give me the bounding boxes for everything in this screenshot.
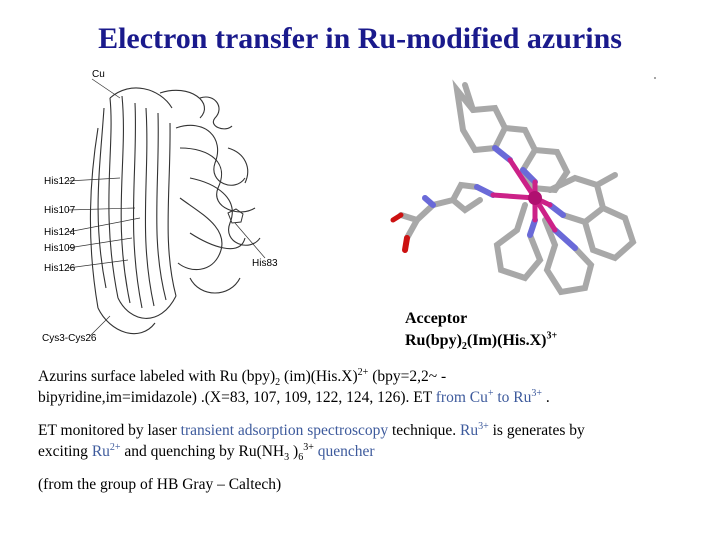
label-his83: His83 [252, 258, 278, 269]
label-his124: His124 [44, 227, 76, 238]
label-cu: Cu [92, 69, 105, 80]
ru-complex-model [385, 70, 675, 305]
label-cys3-cys26: Cys3-Cys26 [42, 333, 97, 344]
label-his126: His126 [44, 263, 76, 274]
label-his107: His107 [44, 205, 76, 216]
label-his109: His109 [44, 243, 76, 254]
azurin-ribbon-diagram [40, 68, 290, 353]
acceptor-heading: Acceptor [405, 310, 468, 327]
paragraph-labeling: Azurins surface labeled with Ru $(bpy)_2$ $(im)(His.X)^{2+}$ (bpy=2,2~ - bipyridine,im=imidazole) .(X=83, 107, 109, 122, 124, 126). ET from Cu+ to $Ru^{3+}$ . [38, 366, 550, 406]
acceptor-formula: $Ru(bpy)_2(Im)(His.X)^{3+}$ [405, 330, 558, 353]
paragraph-method: ET monitored by laser transient adsorption spectroscopy technique. $Ru^{3+}$ is generates by exciting $Ru^{2+}$ and quenching by $Ru(NH_3$ )$_6^{3+}$ quencher [38, 420, 585, 464]
acceptor-caption [405, 308, 557, 352]
slide-title: Electron transfer in Ru-modified azurins [98, 22, 622, 55]
attribution: (from the group of HB Gray – Caltech) [38, 476, 282, 493]
label-his122: His122 [44, 176, 76, 187]
